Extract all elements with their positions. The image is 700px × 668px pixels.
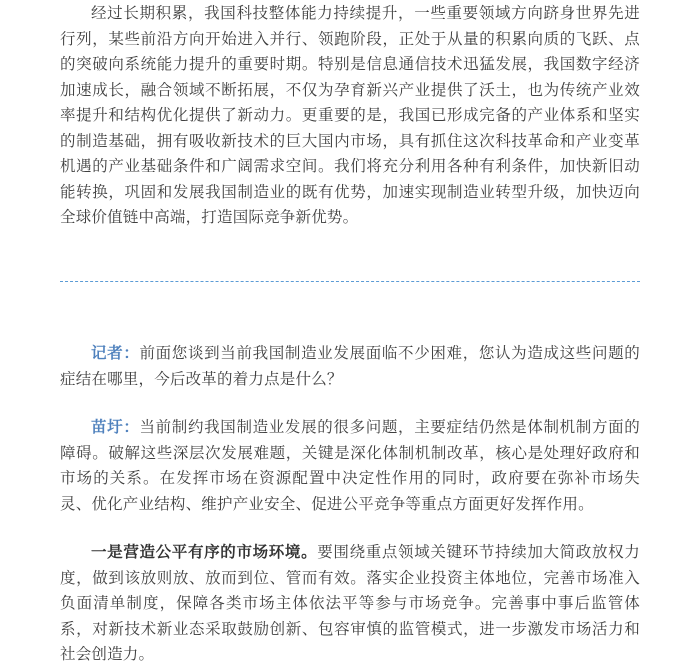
- point-one-heading: 一是营造公平有序的市场环境。: [91, 543, 318, 561]
- paragraph-miao-answer: [60, 415, 640, 517]
- section-divider: [60, 281, 640, 282]
- reporter-label: 记者：: [91, 344, 140, 362]
- paragraph-science-capability: 经过长期积累，我国科技整体能力持续提升，一些重要领域方向跻身世界先进行列，某些前沿方向开始进入并行、领跑阶段，正处于从量的积累向质的飞跃、点的突破向系统能力提升的重要时期。特别是信息通信技术迅猛发展，我国数字经济加速成长，融合领域不断拓展，不仅为孕育新兴产业提供了沃土，也为传统产业效率提升和结构优化提供了新动力。更重要的是，我国已形成完备的产业体系和坚实的制造基础，拥有吸收新技术的巨大国内市场，具有抓住这次科技革命和产业变革机遇的产业基础条件和广阔需求空间。我们将充分利用各种有利条件，加快新旧动能转换，巩固和发展我国制造业的既有优势，加速实现制造业转型升级，加快迈向全球价值链中高端，打造国际竞争新优势。: [60, 4, 640, 226]
- interviewee-label: 苗圩：: [91, 418, 140, 436]
- paragraph-reporter-question: [60, 341, 640, 392]
- point-one-text: 要围绕重点领域关键环节持续加大简政放权力度，做到该放则放、放而到位、管而有效。落实企业投资主体地位，完善市场准入负面清单制度，保障各类市场主体依法平等参与市场竞争。完善事中事后监管体系，对新技术新业态采取鼓励创新、包容审慎的监管模式，进一步激发市场活力和社会创造力。: [60, 543, 640, 663]
- paragraph-point-one: [60, 540, 640, 668]
- question-text: 前面您谈到当前我国制造业发展面临不少困难，您认为造成这些问题的症结在哪里，今后改革的着力点是什么？: [60, 344, 640, 388]
- answer-text: 当前制约我国制造业发展的很多问题，主要症结仍然是体制机制方面的障碍。破解这些深层次发展难题，关键是深化体制机制改革，核心是处理好政府和市场的关系。在发挥市场在资源配置中决定性作用的同时，政府要在弥补市场失灵、优化产业结构、维护产业安全、促进公平竞争等重点方面更好发挥作用。: [60, 418, 640, 513]
